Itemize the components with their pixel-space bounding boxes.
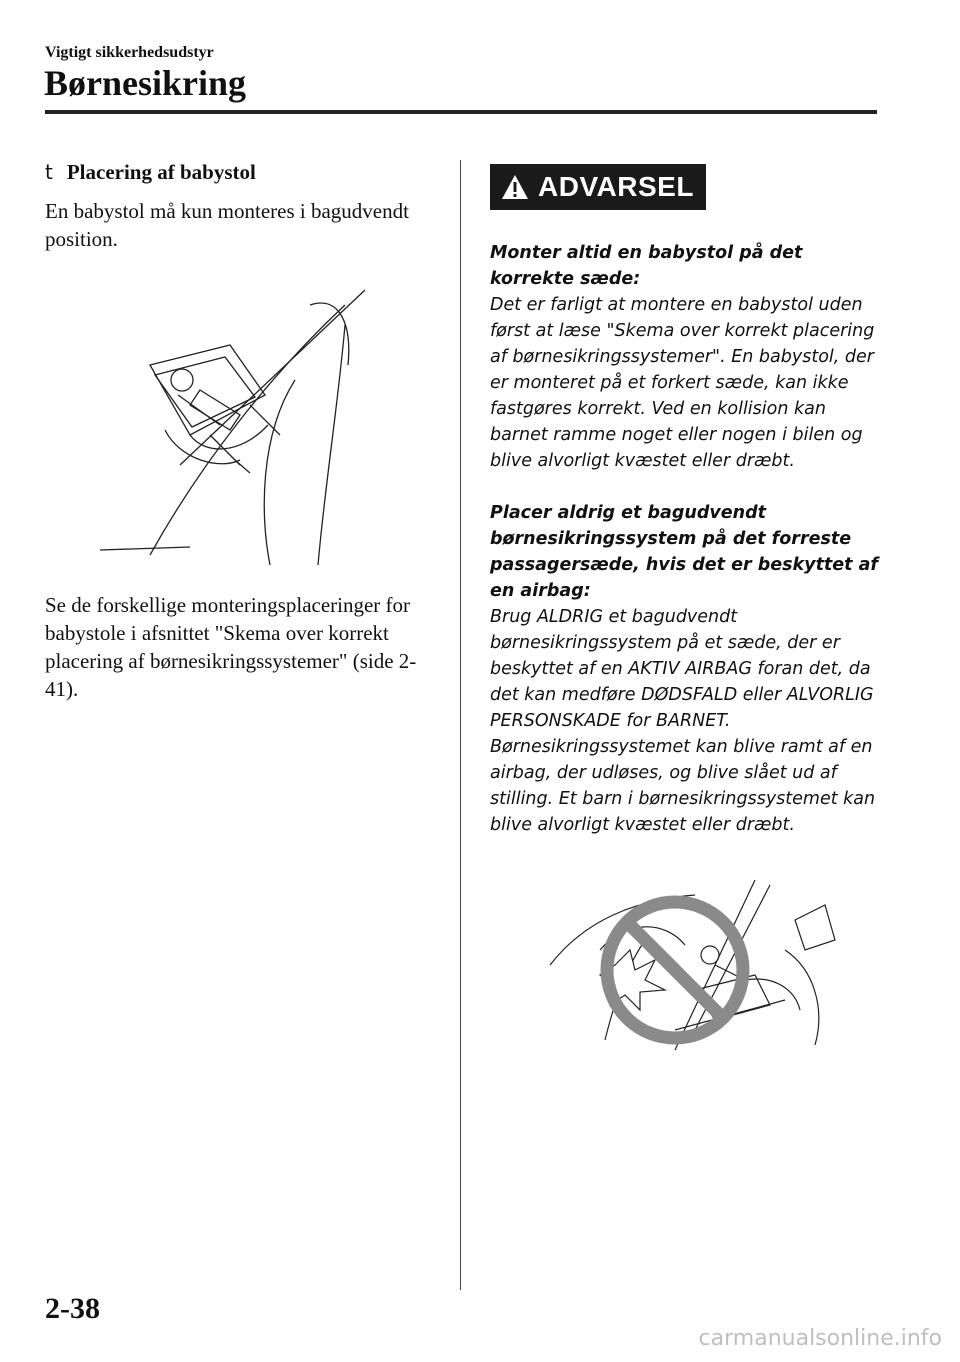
warning-label: ADVARSEL (538, 171, 694, 202)
section-label: Vigtigt sikkerhedsudstyr (45, 44, 214, 61)
column-divider (460, 160, 461, 1290)
warning-triangle-icon (500, 173, 530, 201)
warning-banner (490, 164, 706, 210)
airbag-prohibition-illustration (545, 880, 845, 1050)
warning-item2-body: Brug ALDRIG et bagudvendt børnesikringssystem på et sæde, der er beskyttet af en AKTIV AIRBAG foran det, da det kan medføre DØDSFALD eller ALVORLIG PERSONSKADE for BARNET. Børnesikringssystemet kan blive ramt af en airbag, der udløses, og blive slået ud af stilling. Et barn i børnesikringssystemet kan blive alvorligt kvæstet eller dræbt. (490, 607, 876, 835)
page-number: 2-38 (45, 1292, 100, 1325)
bullet-glyph: t (45, 160, 53, 184)
title-divider (45, 110, 877, 114)
subsection-title: Placering af babystol (66, 160, 256, 184)
reference-text: Se de forskellige monteringsplaceringer for babystole i afsnittet "Skema over korrekt placering af børnesikringssystemer" (side 2-41). (45, 593, 417, 701)
warning-item1-heading: Monter altid en babystol på det korrekte sæde: (490, 243, 803, 289)
babyseat-illustration (90, 285, 390, 575)
subsection-heading (45, 160, 445, 185)
warning-item1-body: Det er farligt at montere en babystol uden først at læse "Skema over korrekt placering af børnesikringssystemer". En babystol, der er monteret på et forkert sæde, kan ikke fastgøres korrekt. Ved en kollision kan barnet ramme noget eller nogen i bilen og blive alvorligt kvæstet eller dræbt. (490, 295, 875, 471)
intro-text: En babystol må kun monteres i bagudvendt position. (45, 199, 409, 251)
page-title: Børnesikring (44, 63, 247, 103)
left-column (45, 160, 445, 703)
right-column (490, 164, 880, 1050)
watermark: carmanualsonline.info (698, 1326, 942, 1351)
warning-item2-heading: Placer aldrig et bagudvendt børnesikringssystem på det forreste passagersæde, hvis det er beskyttet af en airbag: (490, 503, 879, 601)
